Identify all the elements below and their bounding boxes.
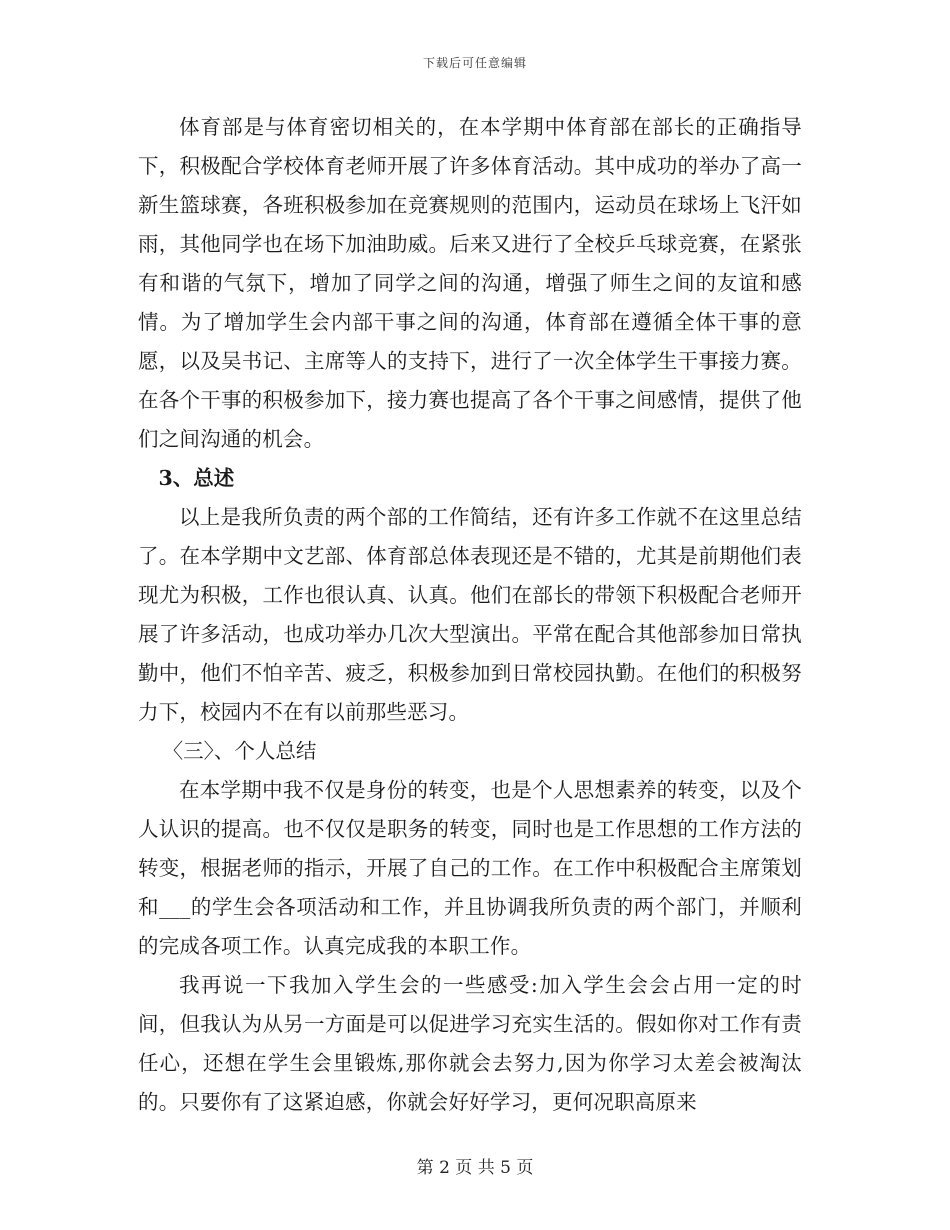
paragraph-personal-summary: 在本学期中我不仅是身份的转变，也是个人思想素养的转变，以及个人认识的提高。也不仅仅是职务的转变，同时也是工作思想的工作方法的转变，根据老师的指示，开展了自己的工作。在工作中积极配合主席策划和___的学生会各项活动和工作，并且协调我所负责的两个部门，并顺利的完成各项工作。认真完成我的本职工作。 bbox=[138, 778, 802, 958]
document-body bbox=[138, 108, 802, 1122]
paragraph-sports-department: 体育部是与体育密切相关的，在本学期中体育部在部长的正确指导下，积极配合学校体育老师开展了许多体育活动。其中成功的举办了高一新生篮球赛，各班积极参加在竞赛规则的范围内，运动员在球场上飞汗如雨，其他同学也在场下加油助威。后来又进行了全校乒乓球竞赛，在紧张有和谐的气氛下，增加了同学之间的沟通，增强了师生之间的友谊和感情。为了增加学生会内部干事之间的沟通，体育部在遵循全体干事的意愿，以及吴书记、主席等人的支持下，进行了一次全体学生干事接力赛。在各个干事的积极参加下，接力赛也提高了各个干事之间感情，提供了他们之间沟通的机会。 bbox=[138, 115, 802, 451]
paragraph-feelings: 我再说一下我加入学生会的一些感受:加入学生会会占用一定的时间，但我认为从另一方面是可以促进学习充实生活的。假如你对工作有责任心，还想在学生会里锻炼,那你就会去努力,因为你学习太差会被淘汰的。只要你有了这紧迫感，你就会好好学习，更何况职高原来 bbox=[138, 973, 802, 1114]
page-header: 下载后可任意编辑 bbox=[422, 56, 527, 70]
page-number: 第 2 页 共 5 页 bbox=[416, 1158, 534, 1178]
section-heading-summary: 3、总述 bbox=[158, 466, 235, 490]
paragraph-summary: 以上是我所负责的两个部的工作简结，还有许多工作就不在这里总结了。在本学期中文艺部、体育部总体表现还是不错的，尤其是前期他们表现尤为积极，工作也很认真、认真。他们在部长的带领下积极配合老师开展了许多活动，也成功举办几次大型演出。平常在配合其他部参加日常执勤中，他们不怕辛苦、疲乏，积极参加到日常校园执勤。在他们的积极努力下，校园内不在有以前那些恶习。 bbox=[138, 505, 802, 724]
section-heading-personal: 〈三〉、个人总结 bbox=[162, 739, 317, 763]
